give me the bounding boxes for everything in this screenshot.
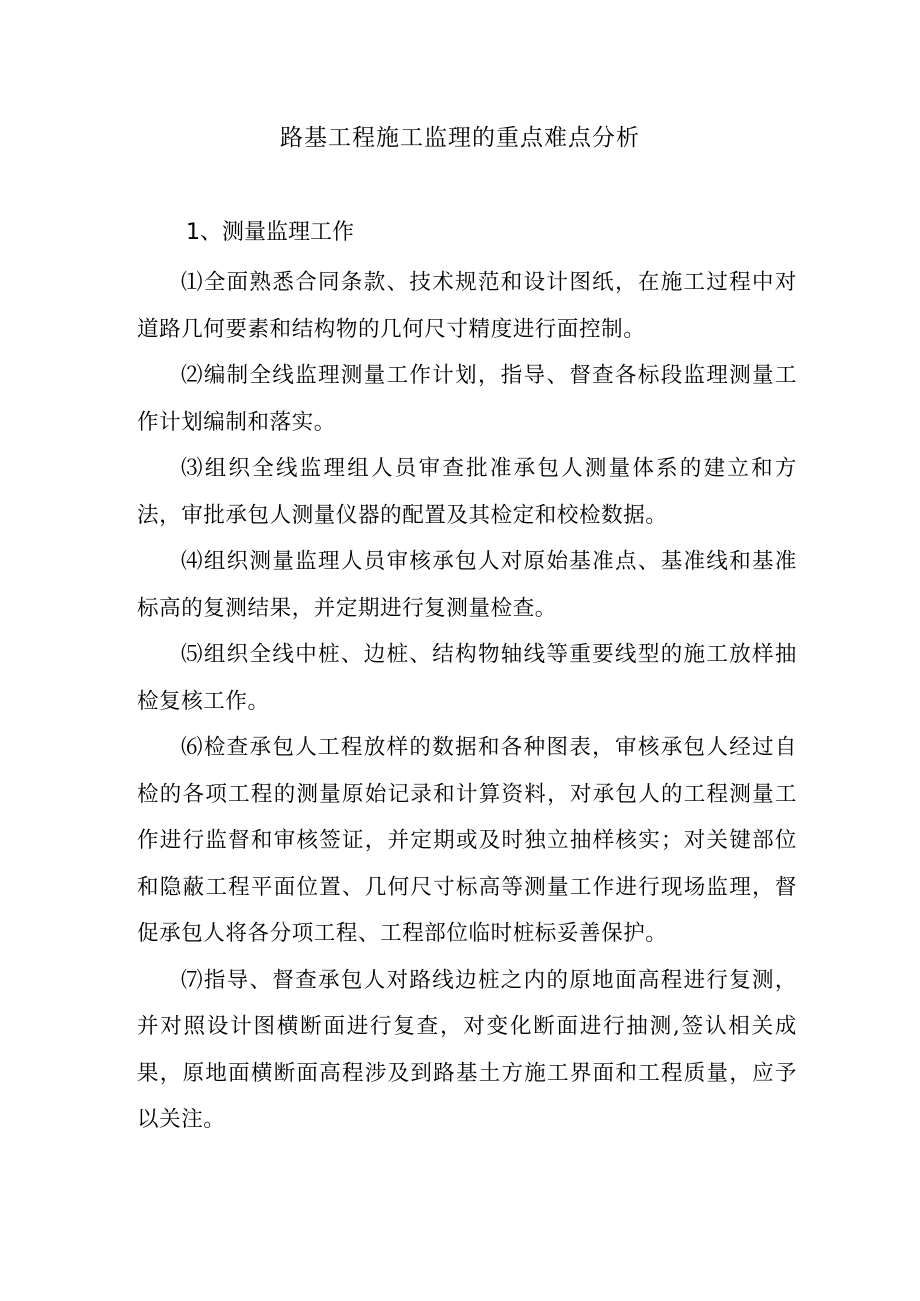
paragraph-6: ⑹检查承包人工程放样的数据和各种图表，审核承包人经过自检的各项工程的测量原始记录和计算资料，对承包人的工程测量工作进行监督和审核签证，并定期或及时独立抽样核实；对关键部位和隐蔽工程平面位置、几何尺寸标高等测量工作进行现场监理，督促承包人将各分项工程、工程部位临时桩标妥善保护。: [137, 735, 797, 946]
paragraph-3: ⑶组织全线监理组人员审查批准承包人测量体系的建立和方法，审批承包人测量仪器的配置及其检定和校检数据。: [137, 456, 797, 528]
section-heading: 1、测量监理工作: [186, 220, 354, 245]
paragraph-4: ⑷组织测量监理人员审核承包人对原始基准点、基准线和基准标高的复测结果，并定期进行复测量检查。: [137, 549, 797, 621]
paragraph-2: ⑵编制全线监理测量工作计划，指导、督查各标段监理测量工作计划编制和落实。: [137, 363, 797, 435]
document-body: [137, 260, 797, 1144]
paragraph-1: ⑴全面熟悉合同条款、技术规范和设计图纸，在施工过程中对道路几何要素和结构物的几何尺寸精度进行面控制。: [137, 270, 797, 342]
paragraph-7: ⑺指导、督查承包人对路线边桩之内的原地面高程进行复测，并对照设计图横断面进行复查，对变化断面进行抽测,签认相关成果，原地面横断面高程涉及到路基土方施工界面和工程质量，应予以关注。: [137, 967, 797, 1132]
paragraph-5: ⑸组织全线中桩、边桩、结构物轴线等重要线型的施工放样抽检复核工作。: [137, 642, 797, 714]
document-title: 路基工程施工监理的重点难点分析: [280, 125, 640, 151]
